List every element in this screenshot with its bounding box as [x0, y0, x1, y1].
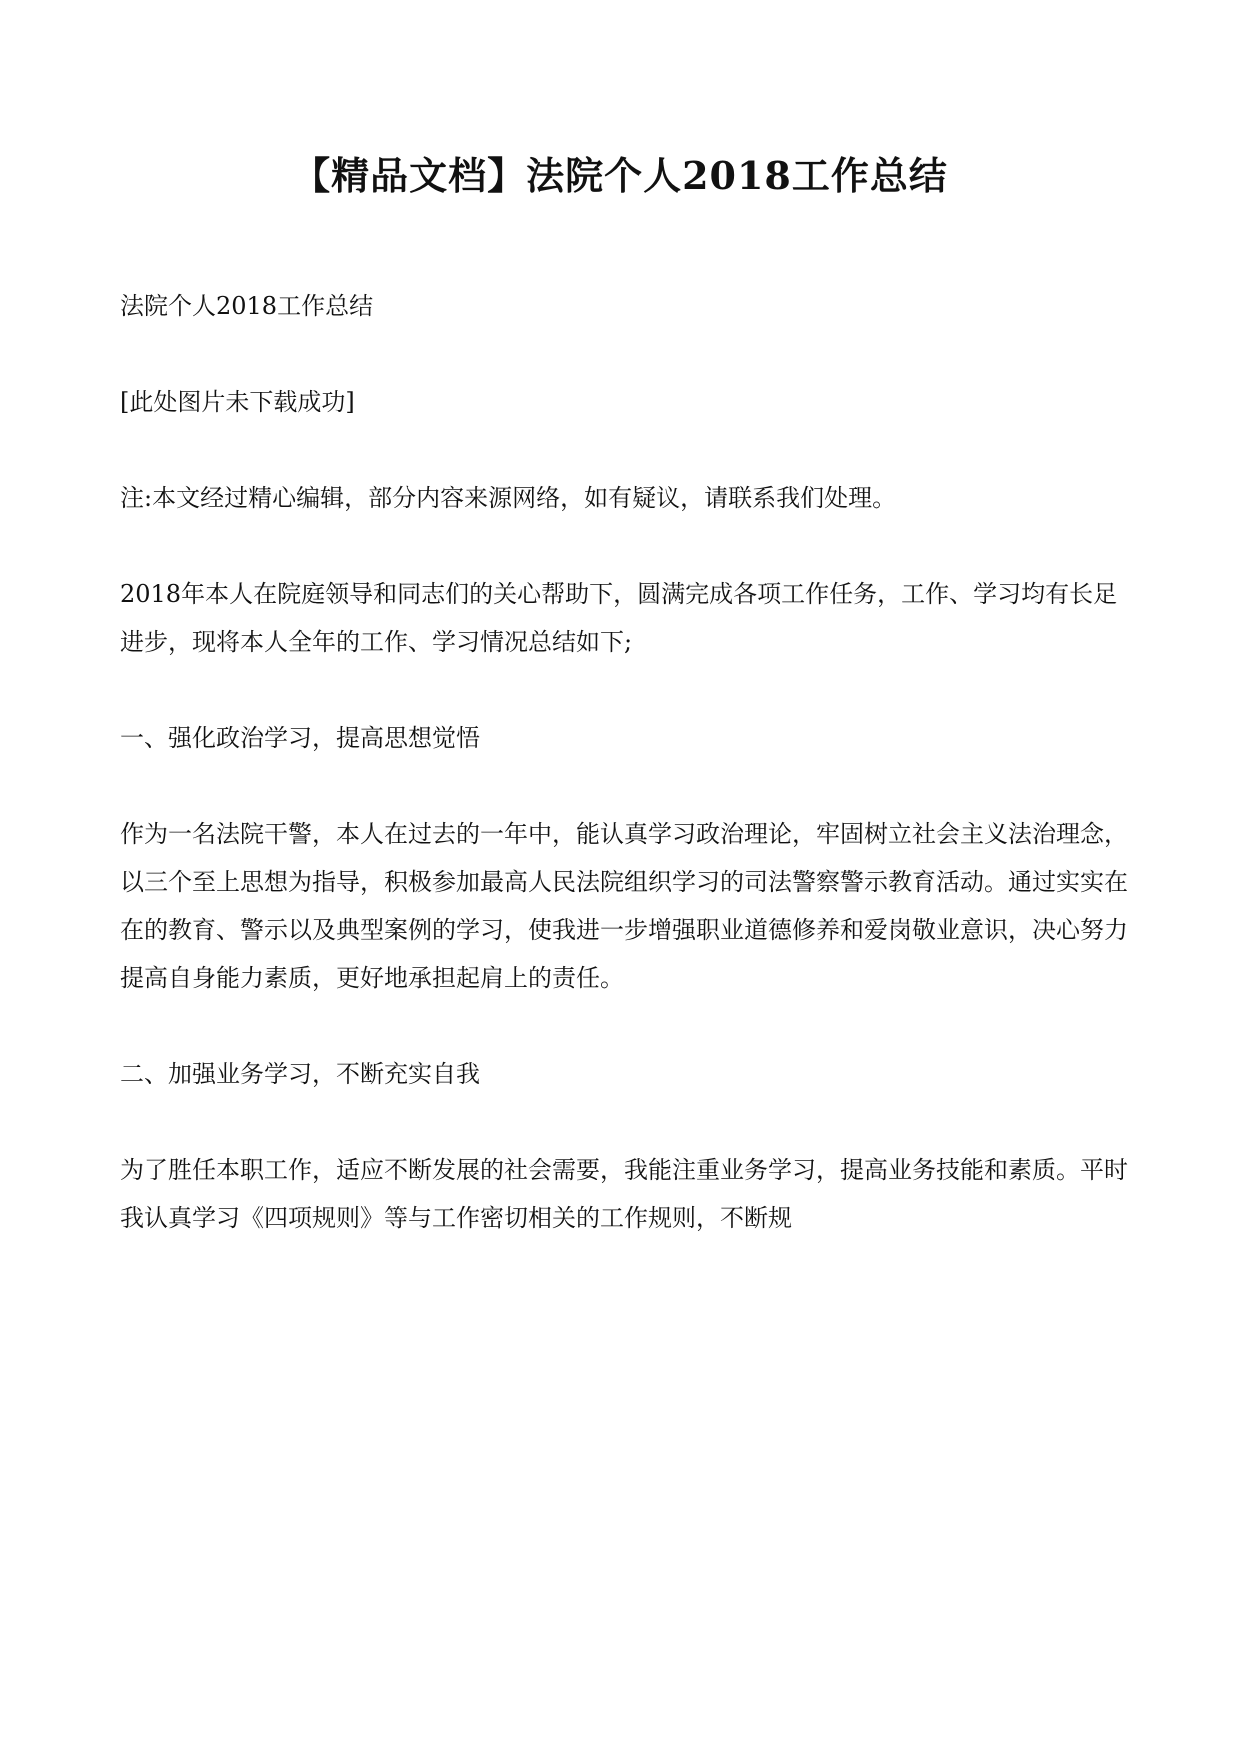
section-heading-1: 一、强化政治学习，提高思想觉悟 [120, 724, 480, 752]
section-2-paragraph: 为了胜任本职工作，适应不断发展的社会需要，我能注重业务学习，提高业务技能和素质。平时我认真学习《四项规则》等与工作密切相关的工作规则，不断规 [120, 1156, 1128, 1232]
document-title: 【精品文档】法院个人2018工作总结 [292, 153, 948, 198]
section-heading-2: 二、加强业务学习，不断充实自我 [120, 1060, 480, 1088]
image-placeholder-note: [此处图片未下载成功] [120, 388, 355, 416]
section-1-paragraph: 作为一名法院干警，本人在过去的一年中，能认真学习政治理论，牢固树立社会主义法治理念，以三个至上思想为指导，积极参加最高人民法院组织学习的司法警察警示教育活动。通过实实在在的教育、警示以及典型案例的学习，使我进一步增强职业道德修养和爱岗敬业意识，决心努力提高自身能力素质，更好地承担起肩上的责任。 [120, 820, 1128, 992]
editorial-note: 注:本文经过精心编辑，部分内容来源网络，如有疑议，请联系我们处理。 [120, 484, 897, 512]
document-body [120, 282, 1130, 1290]
subtitle-paragraph: 法院个人2018工作总结 [120, 292, 374, 320]
intro-paragraph: 2018年本人在院庭领导和同志们的关心帮助下，圆满完成各项工作任务，工作、学习均有长足进步，现将本人全年的工作、学习情况总结如下; [120, 580, 1118, 656]
